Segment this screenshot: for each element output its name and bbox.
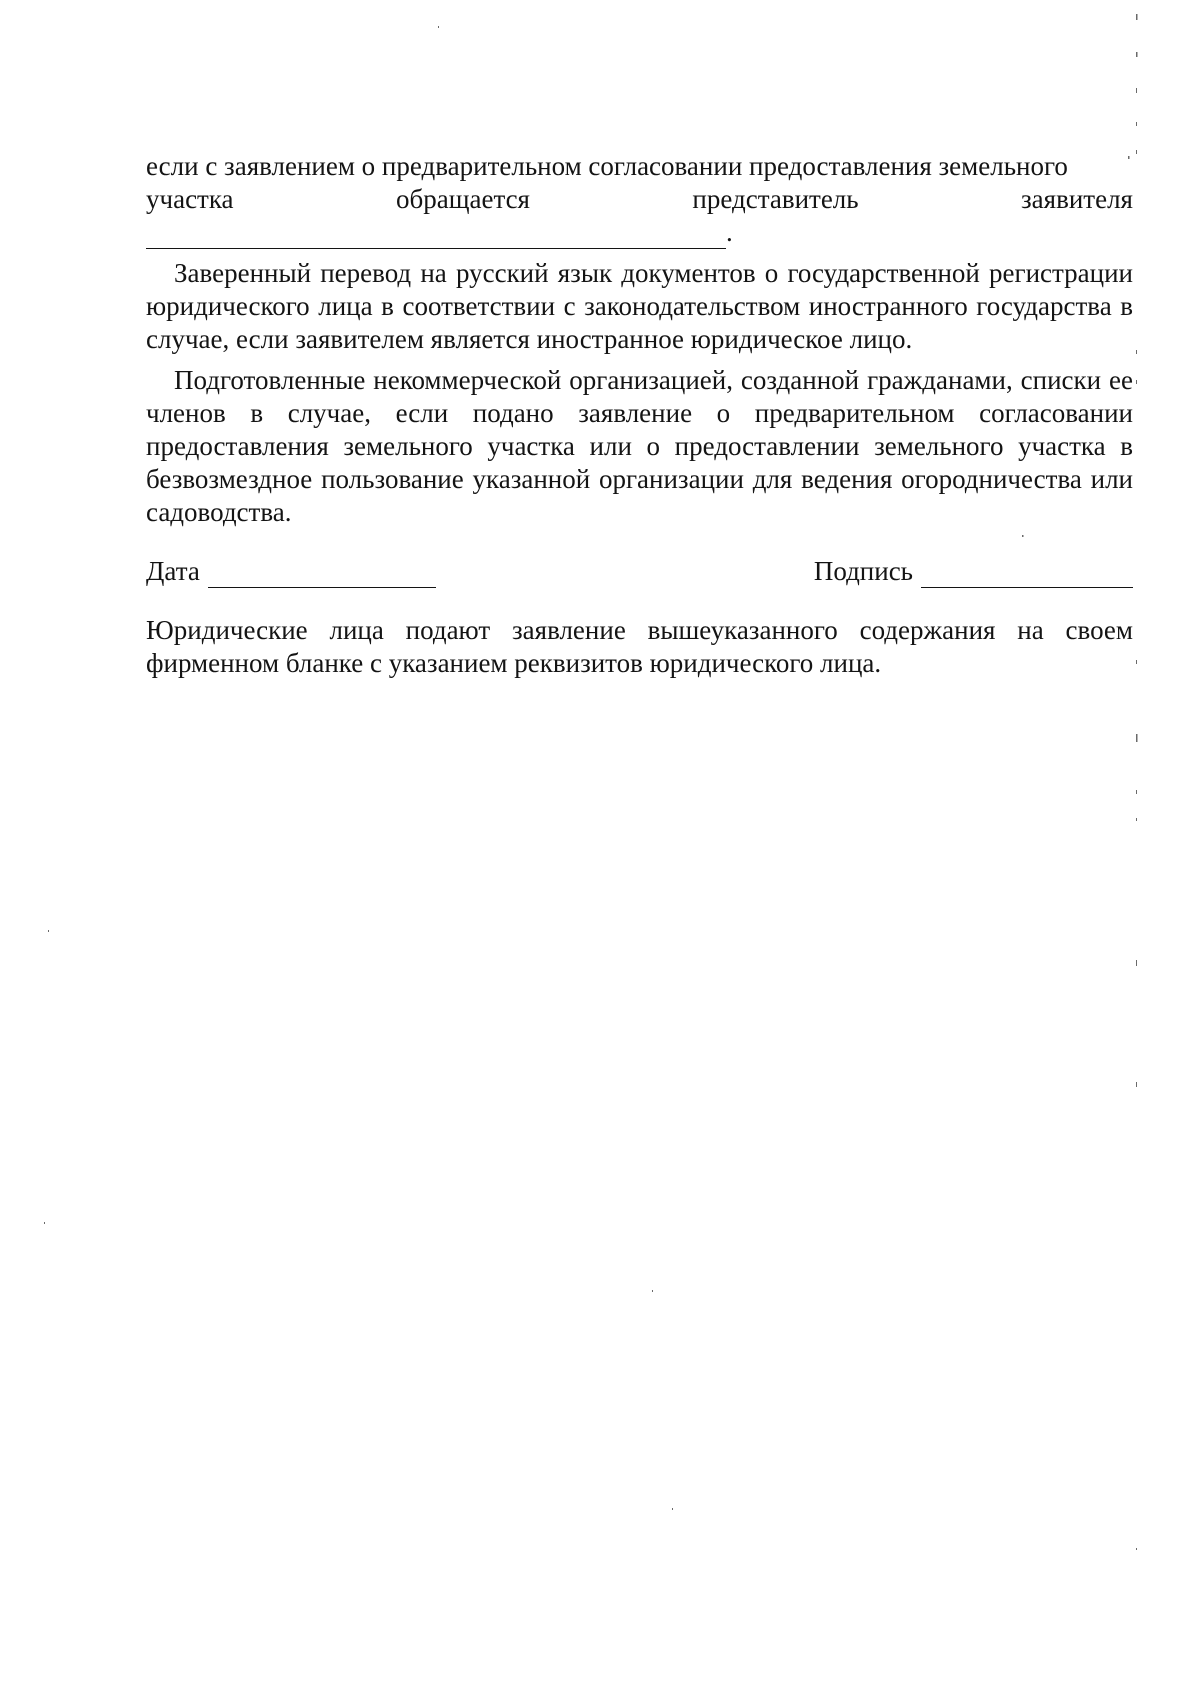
members-list-paragraph: Подготовленные некоммерческой организацией, созданной гражданами, списки ее членов в случае, если подано заявление о предварительном согласовании предоставления земельного участка или о предоставлении земельного участка в безвозмездное пользование указанной организации для ведения огородничества или садоводства. bbox=[146, 365, 1133, 527]
signature-field bbox=[814, 555, 1133, 588]
representative-blank-period: . bbox=[726, 217, 733, 247]
intro-word: представитель bbox=[692, 184, 859, 214]
intro-word: участка bbox=[146, 184, 234, 214]
document-body bbox=[146, 150, 1133, 680]
paragraph-gap bbox=[146, 356, 1133, 364]
intro-word: заявителя bbox=[1021, 184, 1133, 214]
signature-label: Подпись bbox=[813, 556, 913, 586]
translation-paragraph: Заверенный перевод на русский язык документов о государственной регистрации юридического лица в соответствии с законодательством иностранного государства в случае, если заявителем является иностранное юридическое лицо. bbox=[146, 258, 1133, 354]
intro-line-1: если с заявлением о предварительном согласовании предоставления земельного bbox=[146, 151, 1068, 181]
date-label: Дата bbox=[146, 556, 200, 586]
paragraph-gap bbox=[146, 249, 1133, 257]
intro-word: обращается bbox=[395, 184, 530, 214]
intro-line-2 bbox=[146, 183, 1133, 216]
date-blank-line[interactable] bbox=[208, 559, 436, 588]
representative-blank-line[interactable] bbox=[146, 220, 726, 249]
legal-entity-note: Юридические лица подают заявление вышеуказанного содержания на своем фирменном бланке с указанием реквизитов юридического лица. bbox=[146, 615, 1133, 678]
representative-blank-row bbox=[146, 216, 1133, 249]
signature-blank-line[interactable] bbox=[921, 559, 1133, 588]
signature-row bbox=[146, 555, 1133, 588]
date-field bbox=[146, 555, 436, 588]
